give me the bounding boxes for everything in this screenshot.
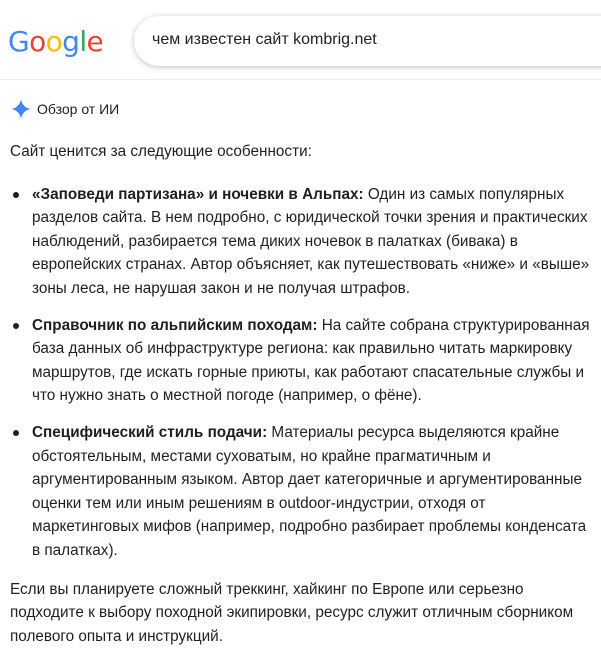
header <box>0 0 601 80</box>
search-box[interactable] <box>134 16 601 66</box>
logo-letter: g <box>62 25 79 59</box>
logo-letter: l <box>79 25 86 59</box>
sparkle-icon <box>11 99 31 119</box>
ai-overview-header <box>11 98 119 120</box>
item-heading: Справочник по альпийским походам: <box>32 317 317 334</box>
item-text: Материалы ресурса выделяются крайне обстоятельным, местами суховатым, но крайне прагматичным и аргументированным языком. Автор дает категоричные и аргументированные оценки тем или иным решениям в outdoor-индустрии, отходя от маркетинговых мифов (например, подробно разбирает проблемы конденсата в палатках). <box>32 424 586 559</box>
features-list <box>10 183 594 563</box>
item-text: На сайте собрана структурированная база данных об инфраструктуре региона: как правильно читать маркировку маршрутов, где искать горные приюты, как работают спасательные службы и что нужно знать о местной погоде (например, о фёне). <box>32 317 590 405</box>
intro-text: Сайт ценится за следующие особенности: <box>10 140 594 164</box>
logo-letter: o <box>46 25 63 59</box>
logo-letter: o <box>29 25 46 59</box>
list-item <box>10 183 594 301</box>
list-item <box>10 421 594 563</box>
search-input[interactable]: чем известен сайт kombrig.net <box>152 31 377 49</box>
logo-letter: G <box>8 25 29 59</box>
item-heading: «Заповеди партизана» и ночевки в Альпах: <box>32 186 364 203</box>
list-item <box>10 314 594 408</box>
google-logo[interactable] <box>8 25 103 59</box>
ai-overview-title: Обзор от ИИ <box>37 101 119 117</box>
logo-letter: e <box>87 25 104 59</box>
item-heading: Специфический стиль подачи: <box>32 424 267 441</box>
ai-overview-content <box>10 140 594 648</box>
outro-text: Если вы планируете сложный треккинг, хайкинг по Европе или серьезно подходите к выбору походной экипировки, ресурс служит отличным сборником полевого опыта и инструкций. <box>10 578 594 648</box>
item-text: Один из самых популярных разделов сайта. В нем подробно, с юридической точки зрения и практических наблюдений, разбирается тема диких ночевок в палатках (бивака) в европейских странах. Автор объясняет, как путешествовать «ниже» и «выше» зоны леса, не нарушая закон и не получая штрафов. <box>32 186 589 297</box>
